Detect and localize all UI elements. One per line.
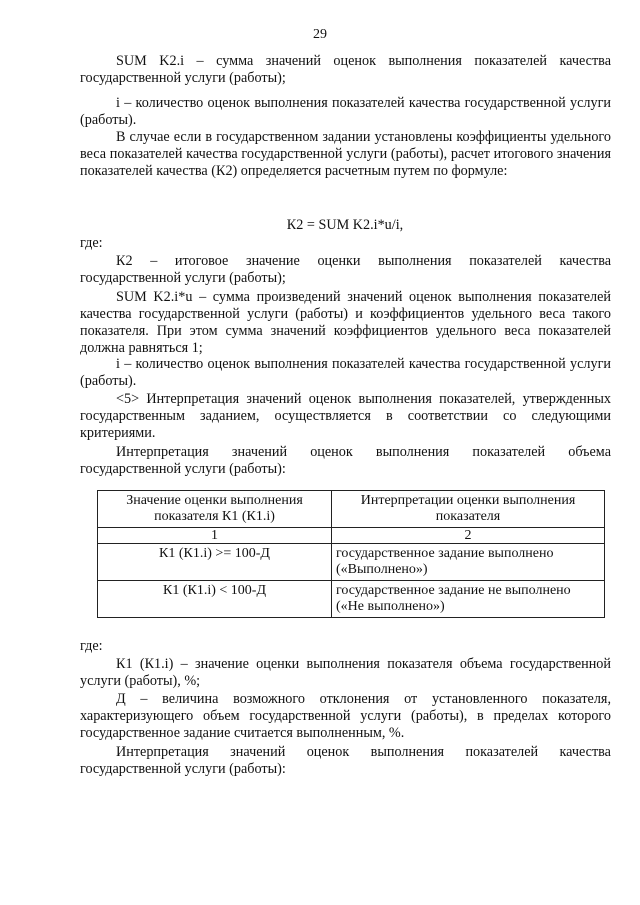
paragraph-sum-k2iu: SUM K2.i*u – сумма произведений значений оценок выполнения показателей качества государственной услуги (работы) и коэффициентов удельного веса такого показателя. При этом сумма значений коэффициентов удельного веса показателей должна равняться 1;: [80, 289, 611, 356]
paragraph-i-count-2: i – количество оценок выполнения показателей качества государственной услуги (работы).: [80, 356, 611, 389]
table-header-row: [98, 491, 605, 528]
table-header-cell: Значение оценки выполнения показателя К1 (К1.i): [98, 491, 332, 528]
table-number-row: [98, 528, 605, 544]
table-cell: К1 (К1.i) < 100-Д: [98, 581, 332, 618]
table-column-number: 2: [332, 528, 605, 544]
table-column-number: 1: [98, 528, 332, 544]
paragraph-k1-definition: К1 (К1.i) – значение оценки выполнения показателя объема государственной услуги (работы), %;: [80, 656, 611, 689]
table-cell: К1 (К1.i) >= 100-Д: [98, 544, 332, 581]
paragraph-quality-interpretation: Интерпретация значений оценок выполнения показателей качества государственной услуги (работы):: [80, 744, 611, 777]
table-cell: государственное задание не выполнено («Не выполнено»): [332, 581, 605, 618]
table-row: [98, 544, 605, 581]
paragraph-interpretation-intro: <5> Интерпретация значений оценок выполнения показателей, утвержденных государственным заданием, осуществляется в соответствии со следующими критериями.: [80, 391, 611, 441]
criteria-table: [97, 490, 605, 618]
table-cell: государственное задание выполнено («Выполнено»): [332, 544, 605, 581]
paragraph-d-definition: Д – величина возможного отклонения от установленного показателя, характеризующего объем государственной услуги (работы), в пределах которого государственное задание считается выполненным, %.: [80, 691, 611, 741]
formula-k2: К2 = SUM K2.i*u/i,: [286, 217, 404, 233]
paragraph-volume-interpretation: Интерпретация значений оценок выполнения показателей объема государственной услуги (работы):: [80, 444, 611, 477]
paragraph-sum-k2i: SUM K2.i – сумма значений оценок выполнения показателей качества государственной услуги (работы);: [80, 53, 611, 86]
where-label-2: где:: [80, 638, 103, 654]
paragraph-i-count: i – количество оценок выполнения показателей качества государственной услуги (работы).: [80, 95, 611, 128]
paragraph-k2-definition: К2 – итоговое значение оценки выполнения показателей качества государственной услуги (работы);: [80, 253, 611, 286]
where-label-1: где:: [80, 235, 103, 251]
paragraph-weight-coefficients: В случае если в государственном задании установлены коэффициенты удельного веса показателей качества государственной услуги (работы), расчет итогового значения показателей качества (К2) определяется расчетным путем по формуле:: [80, 129, 611, 179]
page-number: 29: [313, 27, 327, 42]
table-header-cell: Интерпретации оценки выполнения показателя: [332, 491, 605, 528]
table-row: [98, 581, 605, 618]
